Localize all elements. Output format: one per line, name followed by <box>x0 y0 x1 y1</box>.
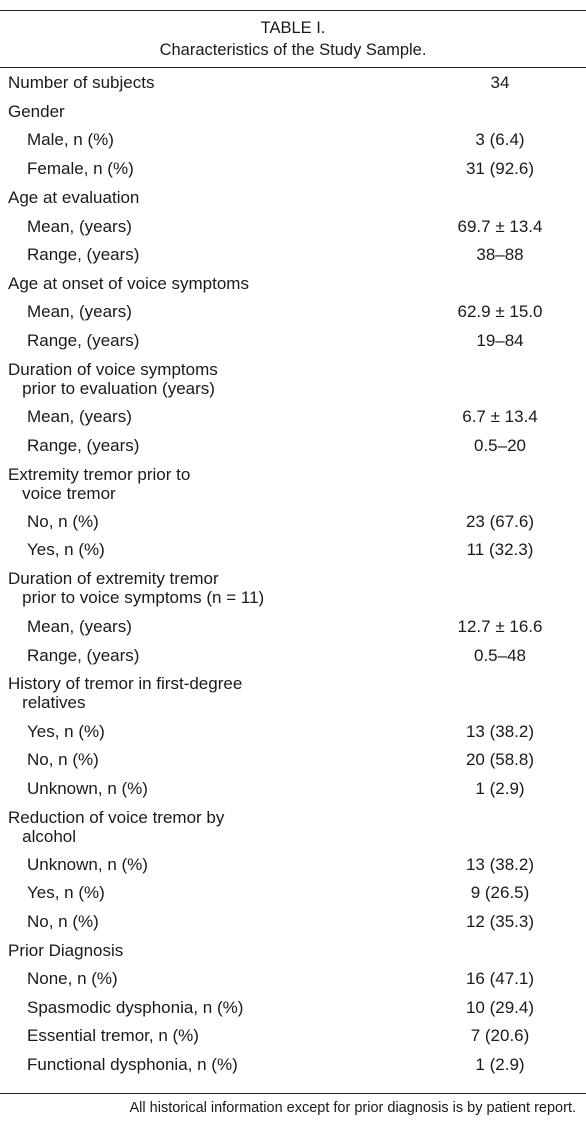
row-label: Range, (years) <box>27 331 140 350</box>
row-label: Mean, (years) <box>27 617 132 636</box>
row-label: Yes, n (%) <box>27 722 105 741</box>
table-footnote: All historical information except for prior diagnosis is by patient report. <box>129 1100 576 1116</box>
row-value: 1 (2.9) <box>475 779 525 798</box>
row-value: 38–88 <box>476 245 524 264</box>
row-value: 20 (58.8) <box>465 750 535 769</box>
row-label: Female, n (%) <box>27 159 134 178</box>
row-label: Yes, n (%) <box>27 883 105 902</box>
row-value: 16 (47.1) <box>465 969 535 988</box>
row-value: 11 (32.3) <box>466 540 534 559</box>
row-label: Essential tremor, n (%) <box>27 1026 199 1045</box>
top-rule <box>0 10 586 11</box>
row-value: 7 (20.6) <box>470 1026 530 1045</box>
row-label: Number of subjects <box>8 73 155 92</box>
header-rule <box>0 67 586 68</box>
row-label: Spasmodic dysphonia, n (%) <box>27 998 244 1017</box>
row-label: Extremity tremor prior to voice tremor <box>8 465 191 503</box>
row-value: 0.5–20 <box>474 436 526 455</box>
row-value: 69.7 ± 13.4 <box>457 217 543 236</box>
row-label: None, n (%) <box>27 969 118 988</box>
row-label: History of tremor in first-degree relatives <box>8 674 243 712</box>
row-label: Duration of extremity tremor prior to voice symptoms (n = 11) <box>8 569 265 607</box>
row-label: Range, (years) <box>27 436 140 455</box>
row-value: 9 (26.5) <box>470 883 530 902</box>
row-label: Prior Diagnosis <box>8 941 124 960</box>
row-label: No, n (%) <box>27 912 99 931</box>
row-label: Mean, (years) <box>27 407 132 426</box>
row-value: 13 (38.2) <box>465 722 535 741</box>
row-value: 10 (29.4) <box>465 998 535 1017</box>
row-value: 6.7 ± 13.4 <box>462 407 538 426</box>
row-label: Unknown, n (%) <box>27 855 148 874</box>
row-value: 1 (2.9) <box>475 1055 525 1074</box>
row-value: 0.5–48 <box>474 646 526 665</box>
row-value: 3 (6.4) <box>475 130 525 149</box>
row-label: Mean, (years) <box>27 217 132 236</box>
row-label: Range, (years) <box>27 245 140 264</box>
row-label: No, n (%) <box>27 512 99 531</box>
row-value: 31 (92.6) <box>465 159 535 178</box>
row-label: No, n (%) <box>27 750 99 769</box>
row-label: Range, (years) <box>27 646 140 665</box>
table-number: TABLE I. <box>260 19 326 37</box>
row-label: Age at evaluation <box>8 188 140 207</box>
bottom-rule <box>0 1093 586 1094</box>
row-value: 34 <box>490 73 510 92</box>
row-label: Yes, n (%) <box>27 540 105 559</box>
row-label: Reduction of voice tremor by alcohol <box>8 808 225 846</box>
row-value: 13 (38.2) <box>465 855 535 874</box>
row-label: Gender <box>8 102 65 121</box>
row-label: Duration of voice symptoms prior to evaluation (years) <box>8 360 218 398</box>
row-value: 19–84 <box>476 331 524 350</box>
row-value: 12.7 ± 16.6 <box>457 617 543 636</box>
row-value: 12 (35.3) <box>465 912 535 931</box>
row-label: Age at onset of voice symptoms <box>8 274 249 293</box>
row-label: Functional dysphonia, n (%) <box>27 1055 238 1074</box>
row-label: Male, n (%) <box>27 130 114 149</box>
row-label: Mean, (years) <box>27 302 132 321</box>
row-value: 62.9 ± 15.0 <box>457 302 543 321</box>
row-value: 23 (67.6) <box>465 512 535 531</box>
row-label: Unknown, n (%) <box>27 779 148 798</box>
table-caption: Characteristics of the Study Sample. <box>159 41 427 59</box>
